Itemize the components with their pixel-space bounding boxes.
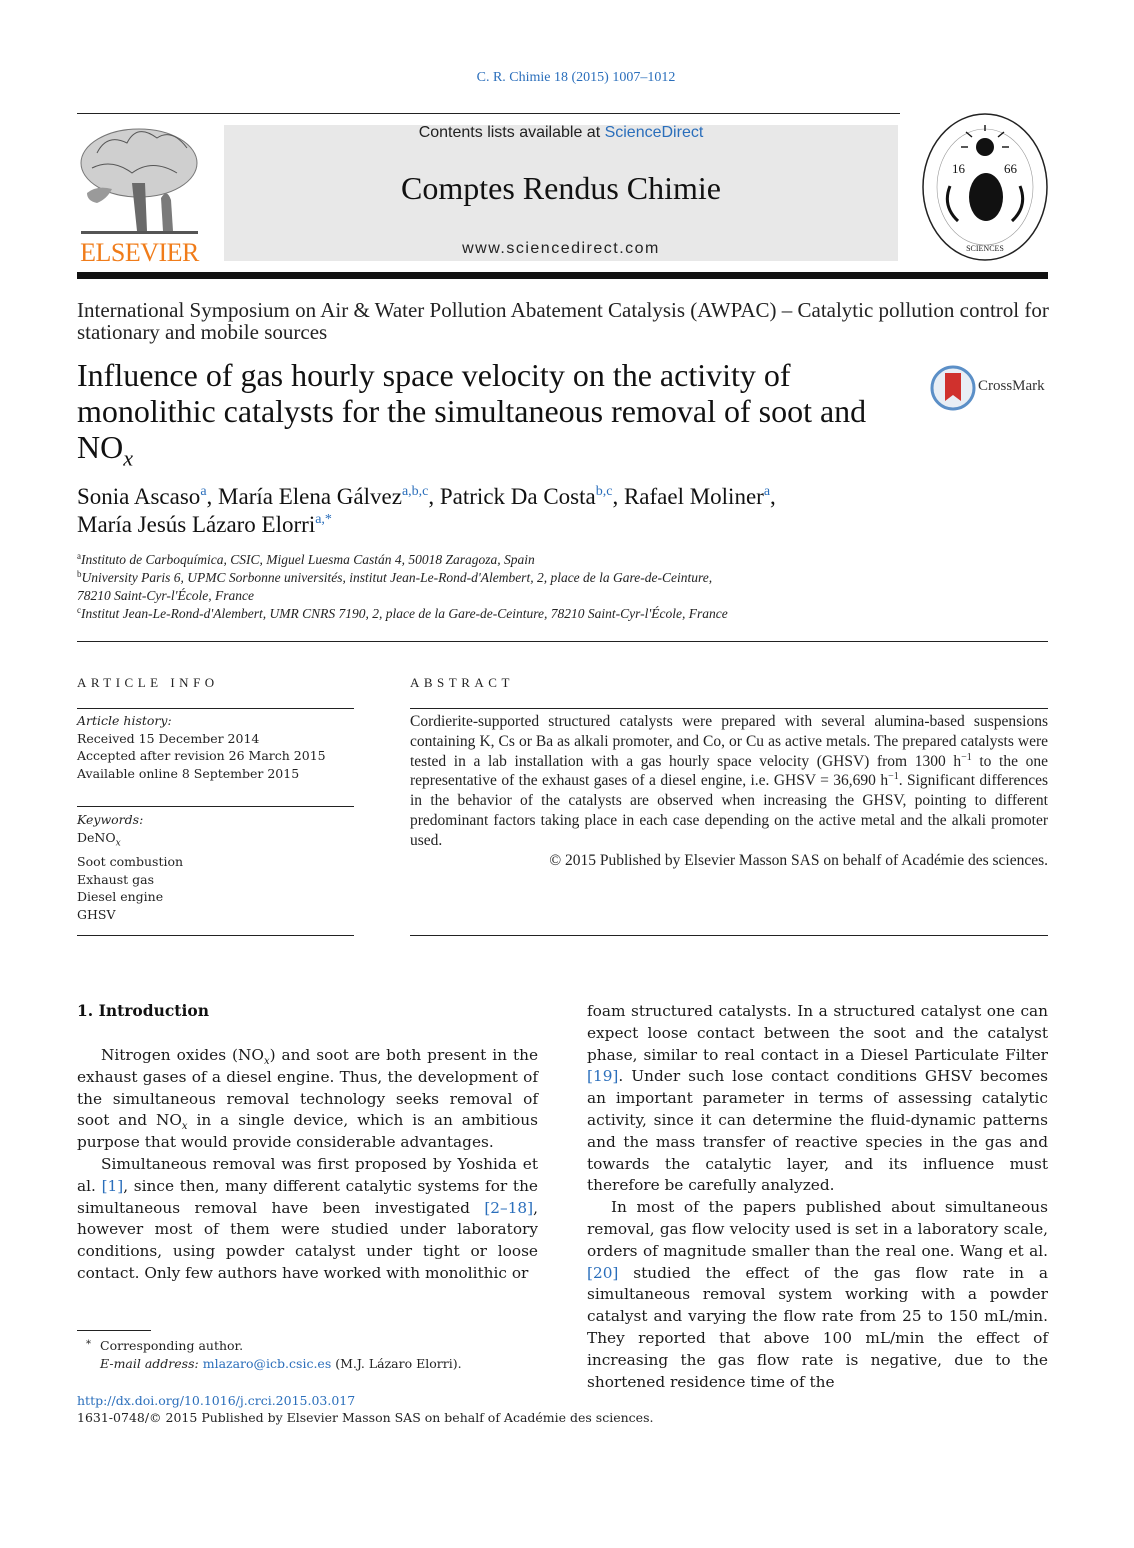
- affiliation-ref[interactable]: a,*: [315, 512, 332, 527]
- abstract-heading: ABSTRACT: [410, 675, 514, 690]
- paragraph-text: Simultaneous removal was first proposed by Yoshida et al.: [77, 1154, 538, 1195]
- svg-text:SCIENCES: SCIENCES: [966, 244, 1004, 253]
- keyword: Diesel engine: [77, 889, 164, 905]
- reference-link[interactable]: [19]: [587, 1067, 619, 1086]
- keywords: [77, 811, 354, 924]
- history-label: Article history:: [77, 713, 172, 728]
- doi-block: [77, 1392, 777, 1426]
- keywords-rule: [77, 806, 354, 807]
- paragraph: [77, 1045, 538, 1154]
- paragraph-text: Nitrogen oxides (NO: [101, 1046, 264, 1064]
- paragraph: [587, 1001, 1048, 1197]
- body-column-left: [77, 1045, 538, 1285]
- affiliation-ref[interactable]: a: [200, 484, 207, 499]
- author[interactable]: [77, 512, 332, 537]
- affiliation-text: Instituto de Carboquímica, CSIC, Miguel Luesma Castán 4, 50018 Zaragoza, Spain: [81, 552, 535, 567]
- affiliation-ref[interactable]: b,c: [595, 484, 613, 499]
- article-title-text: Influence of gas hourly space velocity on the activity of monolithic catalysts for the simultaneous removal of soot and NO: [77, 357, 867, 465]
- author-name[interactable]: Patrick Da Costa: [439, 484, 596, 509]
- author-name[interactable]: Sonia Ascaso: [77, 484, 201, 509]
- affiliation-a: [77, 551, 977, 569]
- keyword: GHSV: [77, 907, 116, 923]
- author[interactable]: [440, 484, 624, 509]
- article-title: [77, 357, 917, 471]
- affiliation-key: c: [77, 605, 81, 615]
- reference-link[interactable]: [1]: [101, 1176, 124, 1195]
- paragraph-text: In most of the papers published about simultaneous removal, gas flow velocity used is set in a laboratory scale, orders of magnitude smaller than the real one. Wang et al.: [587, 1198, 1048, 1260]
- keyword: Exhaust gas: [77, 871, 155, 887]
- abstract-rule: [410, 708, 1048, 709]
- paragraph: [587, 1197, 1048, 1393]
- paragraph-text: . Under such lose contact conditions GHSV becomes an important parameter in terms of assessing catalytic activity, since it can determine the fluid-dynamic patterns and the mass transfer of reactive species in the gas and towards the catalytic layer, and its influence must therefore be carefully analyzed.: [587, 1067, 1048, 1195]
- author-name[interactable]: María Elena Gálvez: [218, 484, 402, 509]
- footnote-text: Corresponding author.: [100, 1338, 244, 1353]
- sciencedirect-link[interactable]: ScienceDirect: [604, 124, 704, 141]
- affiliation-ref[interactable]: a,b,c: [401, 484, 429, 499]
- footnote-line: [77, 1336, 557, 1355]
- keyword-subscript: x: [115, 838, 121, 849]
- abstract-copyright: © 2015 Published by Elsevier Masson SAS on behalf of Académie des sciences.: [549, 851, 1048, 869]
- journal-title[interactable]: Comptes Rendus Chimie: [401, 170, 721, 206]
- paragraph: [77, 1154, 538, 1285]
- author[interactable]: [77, 484, 218, 509]
- article-info-rule: [77, 708, 354, 709]
- affiliation-text-continued: 78210 Saint-Cyr-l'École, France: [77, 588, 254, 603]
- subscript: x: [181, 1121, 188, 1133]
- author-name[interactable]: María Jesús Lázaro Elorri: [77, 512, 316, 537]
- paragraph-text: studied the effect of the gas flow rate in a simultaneous removal system working with a powder catalyst and varying the flow rate from 25 to 150 mL/min. They reported that above 100 mL/min the effect of increasing the gas flow rate is negative, due to the shortened residence time of the: [587, 1263, 1048, 1391]
- author-separator: ,: [770, 484, 776, 509]
- elsevier-wordmark: ELSEVIER: [80, 238, 199, 267]
- journal-citation-link[interactable]: C. R. Chimie 18 (2015) 1007–1012: [476, 70, 676, 85]
- corresponding-author-footnote: [77, 1336, 557, 1373]
- keyword: [77, 829, 354, 853]
- affiliation-key: a: [77, 551, 81, 561]
- history-online: Available online 8 September 2015: [77, 766, 300, 782]
- reference-link[interactable]: [20]: [587, 1263, 619, 1282]
- footnote-marker: *: [86, 1339, 91, 1350]
- academie-seal-icon: [920, 111, 1050, 263]
- footnote-rule: [77, 1330, 151, 1331]
- academie-des-sciences-seal: [920, 111, 1050, 263]
- abstract-exponent: −1: [888, 771, 899, 783]
- article-info-heading: ARTICLE INFO: [77, 675, 219, 690]
- affiliations: [77, 551, 977, 623]
- paragraph-text: foam structured catalysts. In a structured catalyst one can expect loose contact between the soot and the catalyst phase, similar to real contact in a Diesel Particulate Filter: [587, 1002, 1048, 1064]
- abstract-body: [410, 712, 1048, 870]
- email-line: [77, 1355, 557, 1373]
- affiliation-ref[interactable]: a: [763, 484, 771, 499]
- keywords-label: Keywords:: [77, 812, 144, 827]
- abstract-text: to the one representative of the exhaust gases of a diesel engine, i.e. GHSV = 36,690 h: [410, 752, 1048, 790]
- author-separator: ,: [612, 484, 624, 509]
- abstract-text: Cordierite-supported structured catalysts were prepared with several alumina-based suspensions containing K, Cs or Ba as alkali promoter, and Co, or Cu as active metals. The prepared catalysts were tested in a lab installation with a gas hourly space velocity (GHSV) from 1300 h: [410, 713, 1048, 770]
- keyword-text: DeNO: [77, 829, 116, 845]
- section-divider: [77, 641, 1048, 642]
- issn-copyright: 1631-0748/© 2015 Published by Elsevier Masson SAS on behalf of Académie des sciences.: [77, 1410, 654, 1425]
- crossmark-icon: [930, 365, 976, 411]
- email-label: E-mail address:: [100, 1356, 199, 1371]
- affiliation-b: [77, 569, 977, 605]
- author[interactable]: [218, 484, 440, 509]
- svg-text:16: 16: [952, 161, 965, 176]
- body-column-right: [587, 1001, 1048, 1393]
- elsevier-tree-icon: [77, 123, 202, 238]
- author-name[interactable]: Rafael Moliner: [623, 484, 764, 509]
- article-title-subscript: x: [123, 445, 133, 471]
- symposium-subtitle: International Symposium on Air & Water Pollution Abatement Catalysis (AWPAC) – Catalytic pollution control for stationary and mobile sources: [77, 298, 1049, 344]
- section-heading-introduction: 1. Introduction: [77, 1001, 209, 1020]
- affiliation-text: University Paris 6, UPMC Sorbonne universités, institut Jean-Le-Rond-d'Alembert, 2, place de la Gare-de-Ceinture,: [81, 570, 713, 585]
- abstract-exponent: −1: [961, 751, 972, 763]
- history-accepted: Accepted after revision 26 March 2015: [77, 748, 326, 764]
- reference-link[interactable]: [2–18]: [484, 1198, 534, 1217]
- paragraph-text: in a single device, which is an ambitious purpose that would provide considerable advantages.: [77, 1111, 538, 1152]
- paragraph-text: , however most of them were studied under laboratory conditions, using powder catalyst under tight or loose contact. Only few authors have worked with monolithic or: [77, 1198, 538, 1282]
- email-owner: (M.J. Lázaro Elorri).: [331, 1356, 462, 1371]
- author-list: [77, 483, 917, 539]
- email-link[interactable]: mlazaro@icb.csic.es: [202, 1356, 332, 1371]
- affiliation-c: [77, 605, 977, 623]
- header-top-rule: [77, 113, 900, 114]
- abstract-text: . Significant differences in the behavior of the catalysts are observed when increasing the GHSV, pointing to different predominant factors taking place in each case depending on the active metal and the alkali promoter used.: [410, 772, 1048, 849]
- author-separator: ,: [206, 484, 219, 509]
- paragraph-text: ) and soot are both present in the exhaust gases of a diesel engine. Thus, the development of the simultaneous removal technology seeks removal of soot and NO: [77, 1046, 539, 1130]
- keyword: Soot combustion: [77, 853, 184, 869]
- svg-text:66: 66: [1004, 161, 1017, 176]
- abstract-bottom-rule: [410, 935, 1048, 936]
- article-history: [77, 712, 354, 783]
- subscript: x: [263, 1056, 270, 1068]
- author-separator: ,: [428, 484, 440, 509]
- article-info-bottom-rule: [77, 935, 354, 936]
- affiliation-key: b: [77, 569, 82, 579]
- doi-link[interactable]: http://dx.doi.org/10.1016/j.crci.2015.03.017: [77, 1393, 356, 1408]
- paragraph-text: , since then, many different catalytic systems for the simultaneous removal have been investigated: [77, 1176, 538, 1217]
- history-received: Received 15 December 2014: [77, 730, 260, 746]
- contents-prefix: Contents lists available at: [418, 124, 605, 141]
- author[interactable]: [624, 484, 776, 509]
- affiliation-text: Institut Jean-Le-Rond-d'Alembert, UMR CNRS 7190, 2, place de la Gare-de-Ceinture, 78210 Saint-Cyr-l'École, France: [81, 606, 728, 621]
- crossmark-label: CrossMark: [978, 378, 1045, 394]
- crossmark-button[interactable]: [930, 363, 1055, 413]
- journal-homepage-link[interactable]: www.sciencedirect.com: [462, 240, 660, 257]
- contents-available-line: [224, 124, 898, 142]
- header-bottom-rule: [77, 272, 1048, 279]
